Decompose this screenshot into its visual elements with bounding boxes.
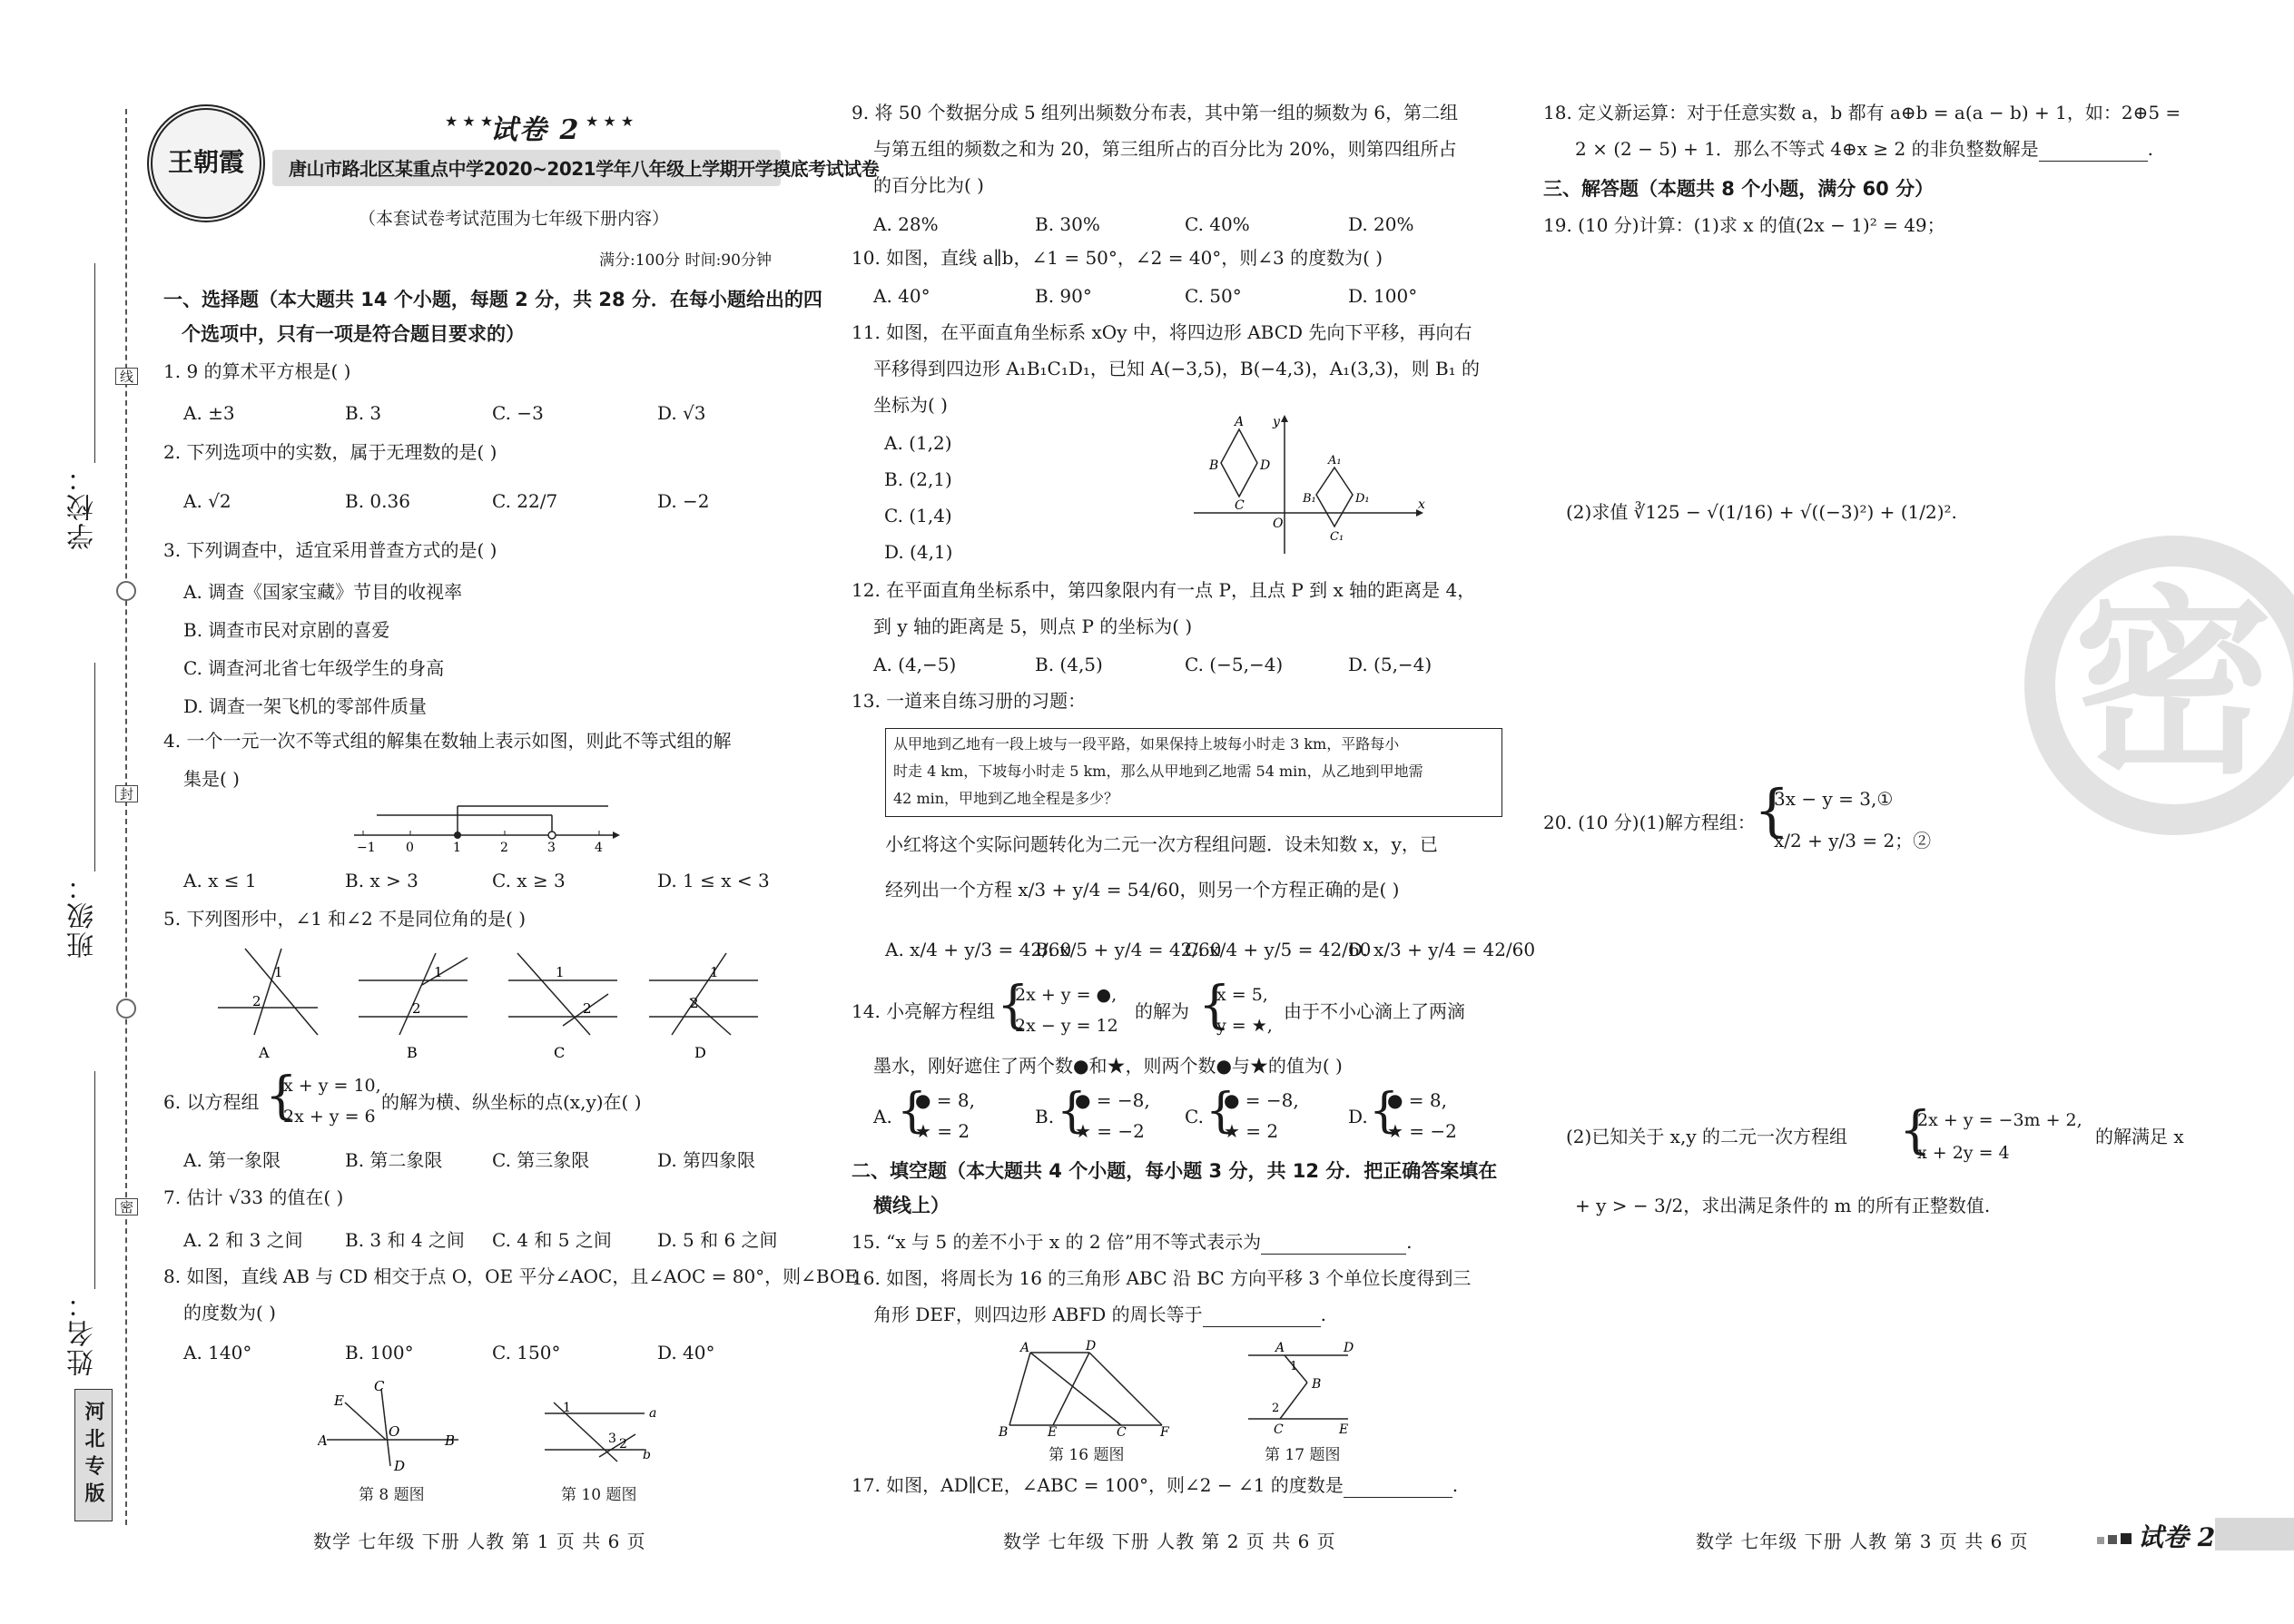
q14-solution-brace: { xyxy=(1198,976,1231,1035)
binding-hole-icon xyxy=(116,999,136,1019)
q20-stem: 20. (10 分)(1)解方程组： xyxy=(1543,812,1756,833)
tick-label: 1 xyxy=(453,841,461,853)
svg-text:D: D xyxy=(1086,1339,1097,1353)
q14-option-b-brace: { xyxy=(1057,1084,1088,1138)
svg-text:D: D xyxy=(394,1458,406,1474)
q20-part2-tail: 的解满足 x xyxy=(2095,1126,2184,1147)
q2-option-a: A. √2 xyxy=(183,490,231,512)
q17-figure xyxy=(1239,1339,1366,1439)
tick-label: −1 xyxy=(357,841,376,853)
exam-scope: （本套试卷考试范围为七年级下册内容） xyxy=(359,209,670,229)
q3-option-a: A. 调查《国家宝藏》节目的收视率 xyxy=(183,581,463,603)
q13-option-a: A. x/4 + y/3 = 42/60 xyxy=(885,939,1072,960)
q10-option-a: A. 40° xyxy=(873,285,930,307)
q9-option-a: A. 28% xyxy=(873,213,939,235)
q13-box-line1: 从甲地到乙地有一段上坡与一段平路，如果保持上坡每小时走 3 km，平路每小 xyxy=(893,735,1400,753)
svg-text:C₁: C₁ xyxy=(1330,530,1344,544)
svg-text:a: a xyxy=(649,1406,657,1421)
q12-option-c: C. (−5,−4) xyxy=(1185,654,1284,675)
q8-figure xyxy=(318,1380,472,1480)
q14-option-a-1: ● = 8, xyxy=(915,1089,976,1111)
q12-option-a: A. (4,−5) xyxy=(873,654,957,675)
section1-title2: 个选项中，只有一项是符合题目要求的） xyxy=(182,323,525,345)
q17-stem: 17. 如图，AD∥CE，∠ABC = 100°，则∠2 − ∠1 的度数是 . xyxy=(852,1474,1459,1496)
q20-equation-1: 3x − y = 3,① xyxy=(1774,788,1894,810)
q7-option-b: B. 3 和 4 之间 xyxy=(345,1229,465,1251)
q19-part2: (2)求值 ∛125 − √(1/16) + √((−3)²) + (1/2)². xyxy=(1566,501,1957,523)
svg-text:2: 2 xyxy=(583,1000,592,1017)
svg-text:1: 1 xyxy=(556,964,565,980)
svg-text:C: C xyxy=(1235,498,1245,513)
q20-part2: (2)已知关于 x,y 的二元一次方程组 xyxy=(1566,1126,1847,1147)
q18-stem2: 2 × (2 − 5) + 1．那么不等式 4⊕x ≥ 2 的非负整数解是 . xyxy=(1575,138,2153,160)
school-line xyxy=(94,263,95,463)
q10-option-b: B. 90° xyxy=(1035,285,1092,307)
q6-tail: 的解为横、纵坐标的点(x,y)在( ) xyxy=(381,1091,642,1113)
q1-stem: 1. 9 的算术平方根是( ) xyxy=(163,360,351,382)
q11-option-a: A. (1,2) xyxy=(884,432,952,454)
series-title: 试卷 2 xyxy=(490,114,581,146)
fig-label-a: A xyxy=(259,1044,270,1061)
q9-stem: 9. 将 50 个数据分成 5 组列出频数分布表，其中第一组的频数为 6，第二组 xyxy=(852,102,1459,123)
q8-stem: 8. 如图，直线 AB 与 CD 相交于点 O，OE 平分∠AOC，且∠AOC = 80°，则∠BOE xyxy=(163,1265,858,1287)
tick-label: 0 xyxy=(406,841,414,853)
q18-stem: 18. 定义新运算：对于任意实数 a，b 都有 a⊕b = a(a − b) + 1，如：2⊕5 = xyxy=(1543,102,2181,123)
q9-stem3: 的百分比为( ) xyxy=(873,174,984,196)
footer-badge: 试卷 2 xyxy=(2138,1522,2216,1552)
q14-option-d-brace: { xyxy=(1369,1084,1400,1138)
q11-option-d: D. (4,1) xyxy=(884,541,953,563)
q9-option-b: B. 30% xyxy=(1035,213,1100,235)
svg-text:F: F xyxy=(1160,1425,1169,1439)
svg-text:B₁: B₁ xyxy=(1303,492,1316,506)
svg-text:A₁: A₁ xyxy=(1328,454,1342,468)
svg-text:O: O xyxy=(1273,517,1284,531)
q3-option-c: C. 调查河北省七年级学生的身高 xyxy=(183,657,445,679)
q1-option-d: D. √3 xyxy=(657,402,706,424)
logo-seal xyxy=(147,104,265,222)
svg-text:D: D xyxy=(1260,458,1271,473)
q7-stem: 7. 估计 √33 的值在( ) xyxy=(163,1186,344,1208)
q1-option-c: C. −3 xyxy=(492,402,544,424)
q12-option-d: D. (5,−4) xyxy=(1348,654,1433,675)
q14-tail: 由于不小心滴上了两滴 xyxy=(1284,1000,1465,1022)
q13-paragraph1: 小红将这个实际问题转化为二元一次方程组问题．设未知数 x，y，已 xyxy=(885,833,1438,855)
fig-label-c: C xyxy=(554,1044,566,1061)
svg-text:O: O xyxy=(389,1423,400,1440)
q20-equation-2: x/2 + y/3 = 2；② xyxy=(1774,830,1932,851)
footer-badge-bar xyxy=(2215,1518,2294,1550)
q6-option-a: A. 第一象限 xyxy=(183,1149,281,1171)
q16-stem2: 角形 DEF，则四边形 ABFD 的周长等于 . xyxy=(873,1304,1326,1325)
q16-answer-blank[interactable] xyxy=(1203,1308,1321,1327)
q14-brace: { xyxy=(997,976,1029,1035)
q19-stem: 19. (10 分)计算：(1)求 x 的值(2x − 1)² = 49； xyxy=(1543,214,1945,236)
q13-option-b: B. x/5 + y/4 = 42/60 xyxy=(1035,939,1222,960)
q14-option-b-2: ★ = −2 xyxy=(1075,1120,1145,1142)
watermark-seal xyxy=(2024,536,2294,835)
q4-stem: 4. 一个一元一次不等式组的解集在数轴上表示如图，则此不等式组的解 xyxy=(163,730,732,752)
q14-mid: 的解为 xyxy=(1135,1000,1189,1022)
svg-text:2: 2 xyxy=(412,1000,421,1017)
q8-option-c: C. 150° xyxy=(492,1342,561,1363)
star-decoration: ★ ★ ★ xyxy=(445,113,494,130)
q14-option-d-2: ★ = −2 xyxy=(1387,1120,1457,1142)
q14-option-c-brace: { xyxy=(1206,1084,1236,1138)
svg-text:A: A xyxy=(318,1432,328,1449)
svg-text:B: B xyxy=(445,1432,456,1449)
q20-part2-brace: { xyxy=(1899,1101,1932,1160)
number-line-figure xyxy=(350,799,622,853)
section2-title2: 横线上） xyxy=(873,1195,950,1216)
svg-text:A: A xyxy=(1275,1341,1285,1355)
q8-option-a: A. 140° xyxy=(183,1342,252,1363)
q3-stem: 3. 下列调查中，适宜采用普查方式的是( ) xyxy=(163,539,497,561)
q2-option-b: B. 0.36 xyxy=(345,490,410,512)
svg-text:b: b xyxy=(643,1448,651,1462)
fig-label-d: D xyxy=(694,1044,706,1061)
q12-stem: 12. 在平面直角坐标系中，第四象限内有一点 P，且点 P 到 x 轴的距离是 4， xyxy=(852,579,1476,601)
svg-text:E: E xyxy=(1048,1425,1058,1439)
svg-text:x: x xyxy=(1418,497,1425,512)
q8-option-d: D. 40° xyxy=(657,1342,715,1363)
q13-option-d: D. x/3 + y/4 = 42/60 xyxy=(1348,939,1536,960)
svg-text:2: 2 xyxy=(252,993,261,1009)
tick-label: 3 xyxy=(547,841,556,853)
footer-page-1: 数学 七年级 下册 人教 第 1 页 共 6 页 xyxy=(313,1530,646,1552)
name-line xyxy=(94,1071,95,1289)
school-label: 学校： xyxy=(67,463,99,550)
q16-figure-caption: 第 16 题图 xyxy=(1049,1446,1125,1464)
q5-figures xyxy=(209,944,772,1062)
q11-coordinate-figure xyxy=(1189,413,1434,563)
q12-stem2: 到 y 轴的距离是 5，则点 P 的坐标为( ) xyxy=(873,615,1193,637)
q9-stem2: 与第五组的频数之和为 20，第三组所占的百分比为 20%，则第四组所占 xyxy=(873,138,1457,160)
q14-solution-1: x = 5, xyxy=(1216,985,1268,1005)
q8-figure-caption: 第 8 题图 xyxy=(359,1486,425,1504)
footer-page-2: 数学 七年级 下册 人教 第 2 页 共 6 页 xyxy=(1003,1530,1336,1552)
q6-brace: { xyxy=(265,1067,298,1126)
q13-stem: 13. 一道来自练习册的习题： xyxy=(852,690,1087,712)
q14-stem: 14. 小亮解方程组 xyxy=(852,1000,996,1022)
svg-text:B: B xyxy=(1312,1377,1322,1392)
footer-badge-squares-icon xyxy=(2097,1530,2132,1548)
q1-option-b: B. 3 xyxy=(345,402,382,424)
q4-option-c: C. x ≥ 3 xyxy=(492,870,566,891)
q14-option-a-label: A. xyxy=(873,1106,892,1127)
q14-option-c-label: C. xyxy=(1185,1106,1204,1127)
q4-option-a: A. x ≤ 1 xyxy=(183,870,257,891)
q12-option-b: B. (4,5) xyxy=(1035,654,1103,675)
q3-option-b: B. 调查市民对京剧的喜爱 xyxy=(183,619,390,641)
exam-meta: 满分:100分 时间:90分钟 xyxy=(599,251,772,270)
svg-text:2: 2 xyxy=(619,1437,627,1452)
q6-option-c: C. 第三象限 xyxy=(492,1149,590,1171)
q14-system-1: 2x + y = ●, xyxy=(1015,985,1117,1005)
q11-option-c: C. (1,4) xyxy=(884,505,952,527)
mark-line: 线 xyxy=(115,368,138,385)
tick-label: 2 xyxy=(500,841,508,853)
q13-option-c: C. x/4 + y/5 = 42/60 xyxy=(1185,939,1372,960)
svg-text:E: E xyxy=(1339,1422,1349,1437)
footer-page-3: 数学 七年级 下册 人教 第 3 页 共 6 页 xyxy=(1696,1530,2029,1552)
q7-option-d: D. 5 和 6 之间 xyxy=(657,1229,778,1251)
q14-system-2: 2x − y = 12 xyxy=(1015,1016,1118,1036)
svg-text:1: 1 xyxy=(563,1401,571,1415)
q9-option-c: C. 40% xyxy=(1185,213,1250,235)
svg-text:B: B xyxy=(1209,458,1219,473)
q20-part2-system-2: x + 2y = 4 xyxy=(1917,1143,2010,1163)
svg-text:1: 1 xyxy=(1290,1360,1298,1373)
section1-title: 一、选择题（本大题共 14 个小题，每题 2 分，共 28 分．在每小题给出的四 xyxy=(163,289,822,310)
q14-stem2: 墨水，刚好遮住了两个数●和★，则两个数●与★的值为( ) xyxy=(873,1055,1343,1077)
q9-option-d: D. 20% xyxy=(1348,213,1414,235)
q11-stem: 11. 如图，在平面直角坐标系 xOy 中，将四边形 ABCD 先向下平移，再向右 xyxy=(852,321,1472,343)
svg-text:C: C xyxy=(1117,1425,1127,1439)
q14-option-a-2: ★ = 2 xyxy=(915,1120,970,1142)
q13-box-line2: 时走 4 km，下坡每小时走 5 km，那么从甲地到乙地需 54 min，从乙地到甲地需 xyxy=(893,763,1423,780)
exam-title: 唐山市路北区某重点中学2020~2021学年八年级上学期开学摸底考试试卷 xyxy=(289,158,880,180)
tick-label: 4 xyxy=(595,841,603,853)
svg-text:C: C xyxy=(374,1380,385,1394)
q13-paragraph2: 经列出一个方程 x/3 + y/4 = 54/60，则另一个方程正确的是( ) xyxy=(885,879,1400,901)
q14-option-a-brace: { xyxy=(897,1084,928,1138)
q6-option-d: D. 第四象限 xyxy=(657,1149,756,1171)
svg-text:A: A xyxy=(1020,1341,1030,1355)
q4-option-d: D. 1 ≤ x < 3 xyxy=(657,870,770,891)
q3-option-d: D. 调查一架飞机的零部件质量 xyxy=(183,695,428,717)
svg-text:D: D xyxy=(1344,1341,1354,1355)
q8-option-b: B. 100° xyxy=(345,1342,414,1363)
name-label: 姓名： xyxy=(67,1289,99,1376)
mark-seal: 封 xyxy=(115,785,138,802)
logo-text: 王朝霞 xyxy=(167,147,244,177)
star-decoration: ★ ★ ★ xyxy=(586,113,635,130)
q14-option-d-1: ● = 8, xyxy=(1387,1089,1448,1111)
svg-text:C: C xyxy=(1274,1422,1284,1437)
q11-stem3: 坐标为( ) xyxy=(873,394,948,416)
q2-stem: 2. 下列选项中的实数，属于无理数的是( ) xyxy=(163,441,497,463)
q18-answer-blank[interactable] xyxy=(2039,143,2148,162)
q4-option-b: B. x > 3 xyxy=(345,870,418,891)
q16-stem: 16. 如图，将周长为 16 的三角形 ABC 沿 BC 方向平移 3 个单位长度得到三 xyxy=(852,1267,1472,1289)
binding-hole-icon xyxy=(116,581,136,601)
fig-label-b: B xyxy=(407,1044,418,1061)
q11-option-b: B. (2,1) xyxy=(884,468,952,490)
q16-figure xyxy=(989,1339,1180,1439)
q5-stem: 5. 下列图形中，∠1 和∠2 不是同位角的是( ) xyxy=(163,908,527,930)
q2-option-c: C. 22/7 xyxy=(492,490,558,512)
q14-option-b-1: ● = −8, xyxy=(1075,1089,1150,1111)
q6-option-b: B. 第二象限 xyxy=(345,1149,443,1171)
binding-dashed-line xyxy=(125,109,127,1525)
q10-option-d: D. 100° xyxy=(1348,285,1418,307)
class-line xyxy=(94,663,95,871)
q14-option-c-2: ★ = 2 xyxy=(1224,1120,1279,1142)
q14-option-b-label: B. xyxy=(1035,1106,1055,1127)
q10-stem: 10. 如图，直线 a∥b，∠1 = 50°，∠2 = 40°，则∠3 的度数为( ) xyxy=(852,247,1383,269)
q20-brace: { xyxy=(1754,777,1790,843)
q14-option-d-label: D. xyxy=(1348,1106,1368,1127)
region-badge: 河北专版 xyxy=(74,1389,113,1521)
watermark-secret-icon: 密 xyxy=(2073,568,2274,801)
svg-text:1: 1 xyxy=(274,964,283,980)
q15-answer-blank[interactable] xyxy=(1261,1235,1406,1255)
section3-title: 三、解答题（本题共 8 个小题，满分 60 分） xyxy=(1543,178,1935,200)
q14-solution-2: y = ★, xyxy=(1216,1016,1273,1036)
section2-title: 二、填空题（本大题共 4 个小题，每小题 3 分，共 12 分．把正确答案填在 xyxy=(852,1160,1498,1182)
svg-text:B: B xyxy=(999,1425,1009,1439)
q8-stem2: 的度数为( ) xyxy=(183,1302,276,1324)
svg-text:A: A xyxy=(1235,415,1245,429)
svg-text:1: 1 xyxy=(434,964,443,980)
q20-part3: + y > − 3/2，求出满足条件的 m 的所有正整数值. xyxy=(1575,1195,1991,1216)
q14-option-c-1: ● = −8, xyxy=(1224,1089,1299,1111)
class-label: 班级： xyxy=(67,871,99,959)
svg-text:1: 1 xyxy=(710,964,719,980)
q4-stem2: 集是( ) xyxy=(183,768,240,790)
q2-option-d: D. −2 xyxy=(657,490,710,512)
svg-text:2: 2 xyxy=(1272,1402,1280,1415)
q11-stem2: 平移得到四边形 A₁B₁C₁D₁，已知 A(−3,5)，B(−4,3)，A₁(3,3)，则 B₁ 的 xyxy=(873,358,1481,379)
q6-system-1: x + y = 10, xyxy=(283,1076,381,1096)
q15-stem: 15. “x 与 5 的差不小于 x 的 2 倍”用不等式表示为 . xyxy=(852,1231,1413,1253)
q7-option-c: C. 4 和 5 之间 xyxy=(492,1229,612,1251)
q10-option-c: C. 50° xyxy=(1185,285,1242,307)
svg-text:E: E xyxy=(334,1393,344,1409)
q17-figure-caption: 第 17 题图 xyxy=(1265,1446,1341,1464)
q1-option-a: A. ±3 xyxy=(183,402,235,424)
q7-option-a: A. 2 和 3 之间 xyxy=(183,1229,303,1251)
q6-system-2: 2x + y = 6 xyxy=(283,1107,376,1127)
q13-box-line3: 42 min，甲地到乙地全程是多少？ xyxy=(893,790,1119,807)
q10-figure-caption: 第 10 题图 xyxy=(561,1486,637,1504)
mark-secret: 密 xyxy=(115,1198,138,1216)
svg-text:3: 3 xyxy=(608,1432,616,1446)
q10-figure xyxy=(536,1393,663,1475)
q20-part2-system-1: 2x + y = −3m + 2, xyxy=(1917,1110,2082,1130)
svg-text:2: 2 xyxy=(690,995,699,1011)
svg-text:y: y xyxy=(1273,415,1280,429)
svg-text:D₁: D₁ xyxy=(1355,492,1370,506)
q6-stem: 6. 以方程组 xyxy=(163,1091,260,1113)
q17-answer-blank[interactable] xyxy=(1344,1479,1452,1498)
